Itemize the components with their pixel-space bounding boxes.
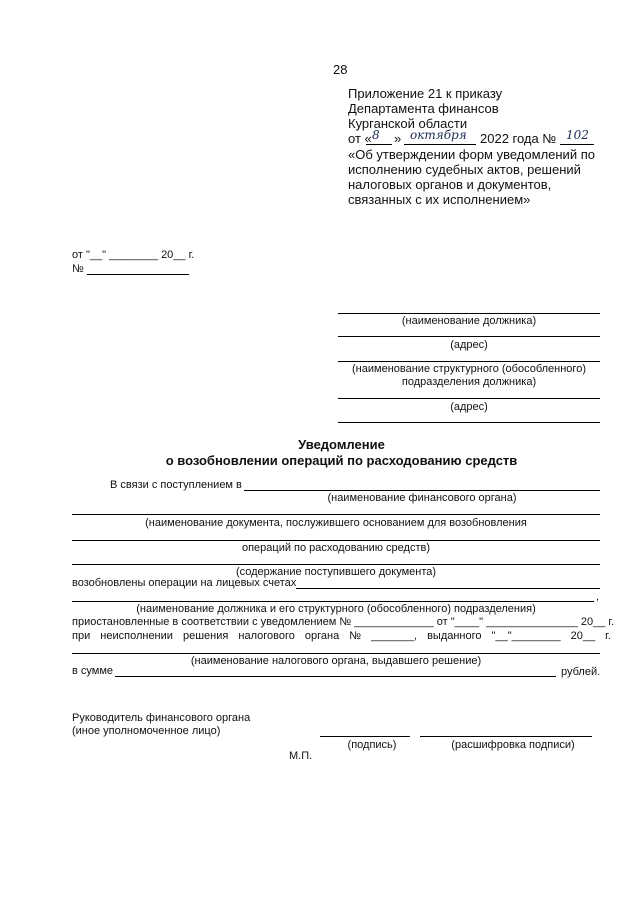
head-title-2: (иное уполномоченное лицо) bbox=[72, 725, 221, 737]
appendix-title-4: связанных с их исполнением» bbox=[348, 192, 531, 207]
finorg-caption: (наименование финансового органа) bbox=[327, 492, 517, 504]
order-number-underline bbox=[560, 144, 594, 145]
addressee-line-5 bbox=[338, 422, 600, 423]
handwritten-order-number: 102 bbox=[566, 128, 589, 142]
doc-line-2 bbox=[72, 540, 600, 541]
page-number: 28 bbox=[333, 62, 348, 77]
date-mid: » bbox=[394, 131, 402, 146]
content-line bbox=[72, 564, 600, 565]
debtor-caption: (наименование должника и его структурного (обособленного) подразделения) bbox=[136, 603, 536, 615]
appendix-title-2: исполнению судебных актов, решений bbox=[348, 162, 581, 177]
address-caption-1: (адрес) bbox=[450, 339, 488, 351]
appendix-date-line bbox=[348, 128, 608, 147]
subdivision-caption-1: (наименование структурного (обособленного) bbox=[352, 363, 586, 375]
doc-date-line: от "__" ________ 20__ г. bbox=[72, 249, 195, 261]
resumed-text: возобновлены операции на лицевых счетах bbox=[72, 577, 297, 589]
notice-subtitle: о возобновлении операций по расходованию средств bbox=[165, 453, 518, 468]
addressee-line-4 bbox=[338, 398, 600, 399]
debtor-name-caption: (наименование должника) bbox=[401, 315, 537, 327]
appendix-title-1: «Об утверждении форм уведомлений по bbox=[348, 147, 595, 162]
doc-number-label: № bbox=[72, 263, 84, 275]
subdivision-caption-2: подразделения должника) bbox=[401, 376, 537, 388]
month-underline bbox=[404, 144, 476, 145]
signature-caption: (подпись) bbox=[347, 739, 397, 751]
content-caption: (содержание поступившего документа) bbox=[235, 566, 437, 578]
debtor-line bbox=[72, 601, 594, 602]
signature-line bbox=[320, 736, 410, 737]
addressee-line-2 bbox=[338, 336, 600, 337]
suspended-text: приостановленные в соответствии с уведомлением № _____________ от "____" _______________ 20__ г. bbox=[72, 616, 615, 628]
date-prefix: от « bbox=[348, 131, 372, 146]
stamp-place: М.П. bbox=[289, 750, 313, 762]
day-underline bbox=[366, 144, 392, 145]
amount-label: в сумме bbox=[72, 665, 114, 677]
appendix-title-3: налоговых органов и документов, bbox=[348, 177, 552, 192]
handwritten-month: октября bbox=[410, 128, 467, 142]
doc-caption-1: (наименование документа, послужившего основанием для возобновления bbox=[145, 517, 527, 529]
notice-title: Уведомление bbox=[298, 437, 385, 452]
decode-caption: (расшифровка подписи) bbox=[451, 739, 575, 751]
doc-number-underline bbox=[87, 274, 189, 275]
appendix-line-2: Департамента финансов bbox=[348, 101, 499, 116]
year-text: 2022 года № bbox=[480, 131, 557, 146]
doc-line-1 bbox=[72, 514, 600, 515]
nonexec-text: при неисполнении решения налогового органа № _______, выданного "__"________ 20__ г. bbox=[72, 630, 611, 642]
finorg-line bbox=[244, 490, 600, 491]
addressee-line-1 bbox=[338, 313, 600, 314]
decode-line bbox=[420, 736, 592, 737]
appendix-line-3: Курганской области bbox=[348, 116, 468, 131]
appendix-line-1: Приложение 21 к приказу bbox=[348, 86, 503, 101]
currency-label: рублей. bbox=[561, 666, 601, 678]
taxorg-caption: (наименование налогового органа, выдавшего решение) bbox=[190, 655, 482, 667]
intro-text: В связи с поступлением в bbox=[110, 479, 242, 491]
debtor-line-comma: , bbox=[596, 591, 600, 603]
head-title-1: Руководитель финансового органа bbox=[72, 712, 251, 724]
addressee-line-3 bbox=[338, 361, 600, 362]
address-caption-2: (адрес) bbox=[450, 401, 488, 413]
accounts-line bbox=[296, 588, 600, 589]
doc-caption-2: операций по расходованию средств) bbox=[241, 542, 431, 554]
taxorg-line bbox=[72, 653, 600, 654]
handwritten-day: 8 bbox=[372, 128, 380, 142]
amount-line bbox=[115, 676, 556, 677]
